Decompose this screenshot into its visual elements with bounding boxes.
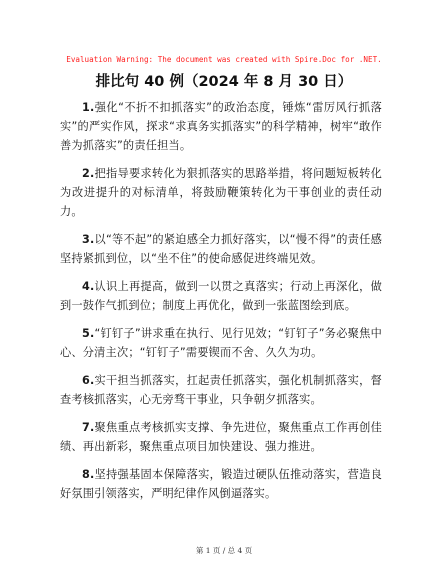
item-number: 7. — [82, 421, 95, 434]
item-text: 坚持强基固本保障落实，锻造过硬队伍推动落实，营造良好氛围引领落实，严明纪律作风倒逼落实。 — [60, 468, 382, 500]
item-list — [60, 98, 382, 512]
item-number: 8. — [82, 468, 95, 481]
item-text: 认识上再提高，做到一以贯之真落实；行动上再深化，做到一鼓作气抓到位；制度上再优化，做到一张蓝图绘到底。 — [60, 280, 382, 312]
item-text: 把指导要求转化为狠抓落实的思路举措，将问题短板转化为改进提升的对标清单，将鼓励鞭策转化为干事创业的责任动力。 — [60, 167, 382, 218]
evaluation-watermark: Evaluation Warning: The document was created with Spire.Doc for .NET. — [66, 55, 382, 64]
item-text: 强化“不折不扣抓落实”的政治态度，锤炼“雷厉风行抓落实”的严实作风，探求“求真务实抓落实”的科学精神，树牢“敢作善为抓落实”的责任担当。 — [60, 101, 382, 152]
list-item — [60, 277, 382, 315]
item-text: 以“等不起”的紧迫感全力抓好落实，以“慢不得”的责任感坚持紧抓到位，以“坐不住”的使命感促进终端见效。 — [60, 233, 382, 265]
list-item — [60, 164, 382, 221]
list-item — [60, 465, 382, 503]
item-number: 5. — [82, 327, 95, 340]
item-text: “钉钉子”讲求重在执行、见行见效；“钉钉子”务必聚焦中心、分清主次；“钉钉子”需要锲而不舍、久久为功。 — [60, 327, 382, 359]
list-item — [60, 230, 382, 268]
list-item — [60, 371, 382, 409]
list-item — [60, 324, 382, 362]
list-item — [60, 98, 382, 155]
item-text: 实干担当抓落实，扛起责任抓落实，强化机制抓落实，督查考核抓落实，心无旁骛干事业，只争朝夕抓落实。 — [60, 374, 382, 406]
list-item — [60, 418, 382, 456]
item-number: 2. — [82, 167, 95, 180]
document-title: 排比句 40 例（2024 年 8 月 30 日） — [95, 74, 353, 90]
item-number: 3. — [82, 233, 95, 246]
page-footer: 第 1 页 / 总 4 页 — [195, 546, 253, 555]
item-number: 6. — [82, 374, 95, 387]
item-text: 聚焦重点考核抓实支撑、争先进位，聚焦重点工作再创佳绩、再出新彩，聚焦重点项目加快建设、强力推进。 — [60, 421, 382, 453]
item-number: 1. — [82, 101, 95, 114]
item-number: 4. — [82, 280, 95, 293]
